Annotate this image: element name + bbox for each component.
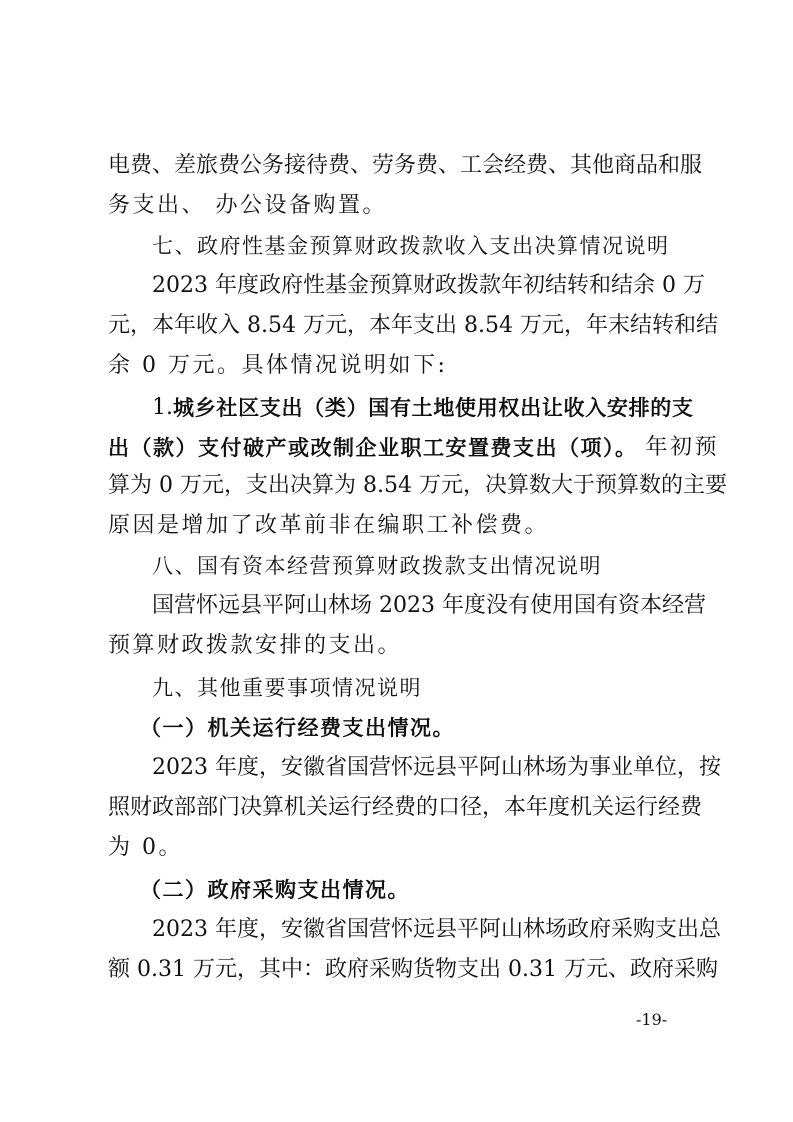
body-text: 年初预 <box>645 435 720 460</box>
section-heading-8: 八、国有资本经营预算财政拨款支出情况说明 <box>152 554 602 578</box>
item-heading-text: 城乡社区支出（类）国有土地使用权出让收入安排的支 <box>173 396 693 420</box>
body-text-line: 原因是增加了改革前非在编职工补偿费。 <box>108 513 550 538</box>
body-text-line: 务支出、 办公设备购置。 <box>108 193 387 218</box>
body-text-line: 额 0.31 万元，其中：政府采购货物支出 0.31 万元、政府采购 <box>108 957 718 982</box>
body-text-line: 电费、差旅费公务接待费、劳务费、工会经费、其他商品和服 <box>108 153 703 178</box>
subsection-heading-2: （二）政府采购支出情况。 <box>140 878 410 902</box>
body-text-line: 余 0 万元。具体情况说明如下: <box>108 353 448 378</box>
body-text-line: 2023 年度政府性基金预算财政拨款年初结转和结余 0 万 <box>152 273 705 298</box>
body-text-line: 国营怀远县平阿山林场 2023 年度没有使用国有资本经营 <box>152 593 706 618</box>
body-text-line: 照财政部部门决算机关运行经费的口径，本年度机关运行经费 <box>108 795 703 820</box>
page-number: -19- <box>636 1010 668 1029</box>
body-text-line: 预算财政拨款安排的支出。 <box>108 633 403 658</box>
section-heading-7: 七、政府性基金预算财政拨款收入支出决算情况说明 <box>152 234 670 258</box>
section-heading-9: 九、其他重要事项情况说明 <box>152 676 422 700</box>
body-text-line: 2023 年度，安徽省国营怀远县平阿山林场为事业单位，按 <box>152 755 721 780</box>
item-number: 1. <box>152 395 173 420</box>
body-text-line: 算为 0 万元，支出决算为 8.54 万元，决算数大于预算数的主要 <box>108 473 727 498</box>
item-1-continuation <box>108 428 720 468</box>
item-1-line <box>152 388 693 428</box>
body-text-line: 元，本年收入 8.54 万元，本年支出 8.54 万元，年末结转和结 <box>108 313 718 338</box>
item-heading-text: 出（款）支付破产或改制企业职工安置费支出（项）。 <box>108 436 638 460</box>
body-text-line: 2023 年度，安徽省国营怀远县平阿山林场政府采购支出总 <box>152 917 721 942</box>
body-text-line: 为 0。 <box>108 835 183 860</box>
subsection-heading-1: （一）机关运行经费支出情况。 <box>140 716 455 740</box>
